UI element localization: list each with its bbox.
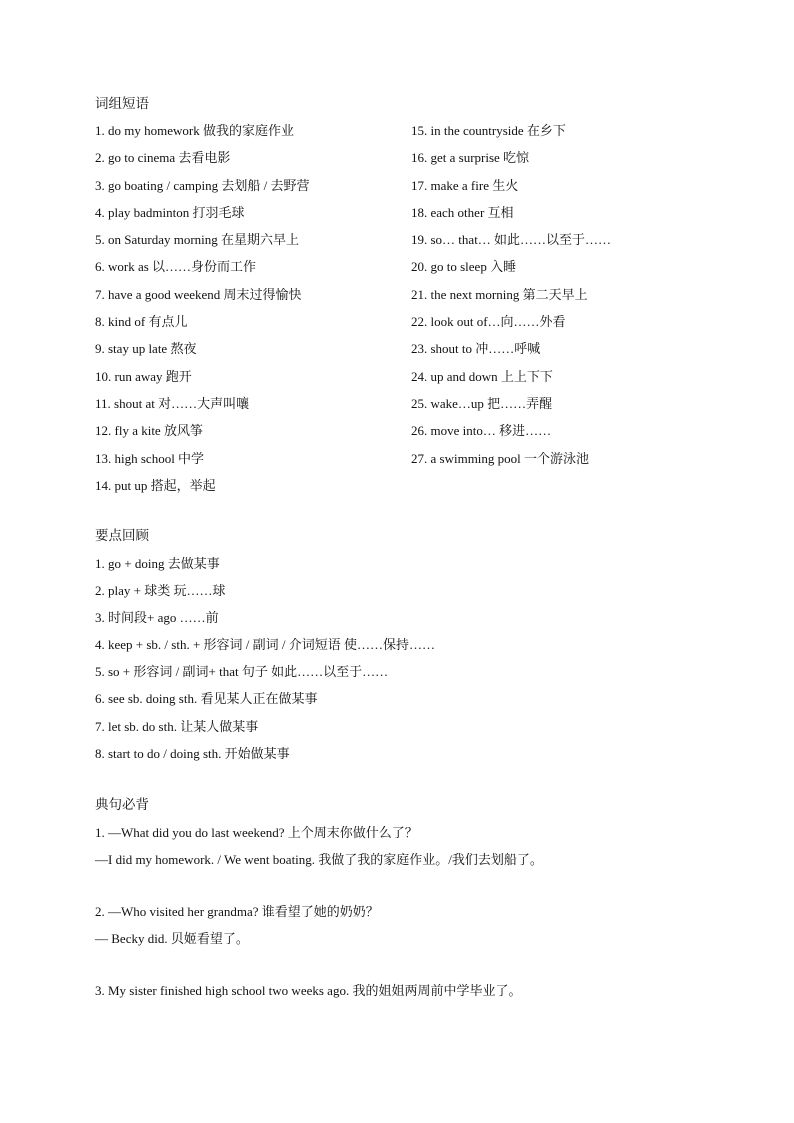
- list-item: 4. play badminton 打羽毛球: [95, 204, 245, 220]
- phrase-list-left: [95, 121, 309, 503]
- phrase-list-right: [411, 121, 611, 476]
- list-item: 7. have a good weekend 周末过得愉快: [95, 286, 302, 302]
- list-item: 2. go to cinema 去看电影: [95, 150, 231, 166]
- list-item: 18. each other 互相: [411, 204, 514, 220]
- list-item: 3. go boating / camping 去划船 / 去野营: [95, 177, 310, 193]
- list-item: 9. stay up late 熬夜: [95, 341, 197, 357]
- list-item: 10. run away 跑开: [95, 368, 192, 384]
- list-item: 13. high school 中学: [95, 450, 205, 466]
- list-item: 21. the next morning 第二天早上: [411, 286, 588, 302]
- list-item: 6. work as 以……身份而工作: [95, 259, 257, 275]
- list-item: 5. on Saturday morning 在星期六早上: [95, 232, 300, 248]
- list-item: 24. up and down 上上下下: [411, 368, 553, 384]
- list-item: 27. a swimming pool 一个游泳池: [411, 450, 590, 466]
- list-item: 19. so… that… 如此……以至于……: [411, 232, 612, 248]
- list-item: 2. play + 球类 玩……球: [95, 583, 226, 599]
- list-item: 15. in the countryside 在乡下: [411, 123, 566, 138]
- list-item: 5. so + 形容词 / 副词+ that 句子 如此……以至于……: [95, 664, 389, 680]
- list-item: 22. look out of…向……外看: [411, 314, 566, 330]
- list-item: 4. keep + sb. / sth. + 形容词 / 副词 / 介词短语 使……保持……: [95, 637, 436, 653]
- sentence-2-answer: — Becky did. 贝姬看望了。: [95, 931, 249, 946]
- list-item: 20. go to sleep 入睡: [411, 259, 517, 275]
- list-item: 6. see sb. doing sth. 看见某人正在做某事: [95, 691, 318, 707]
- list-item: 17. make a fire 生火: [411, 177, 519, 193]
- list-item: 8. kind of 有点儿: [95, 314, 188, 330]
- list-item: 1. go + doing 去做某事: [95, 556, 220, 571]
- list-item: 7. let sb. do sth. 让某人做某事: [95, 718, 259, 734]
- list-item: 12. fly a kite 放风筝: [95, 423, 203, 439]
- list-item: 8. start to do / doing sth. 开始做某事: [95, 745, 290, 761]
- key-points-title: 要点回顾: [95, 528, 149, 543]
- list-item: 25. wake…up 把……弄醒: [411, 395, 553, 411]
- list-item: 11. shout at 对……大声叫嚷: [95, 395, 250, 411]
- sentence-3: 3. My sister finished high school two weeks ago. 我的姐姐两周前中学毕业了。: [95, 983, 522, 998]
- list-item: 16. get a surprise 吃惊: [411, 150, 530, 166]
- list-item: 23. shout to 冲……呼喊: [411, 341, 541, 357]
- key-points-list: [95, 554, 435, 771]
- list-item: 3. 时间段+ ago ……前: [95, 610, 219, 626]
- list-item: 14. put up 搭起，举起: [95, 477, 216, 493]
- sentence-1-question: 1. —What did you do last weekend? 上个周末你做什么了？: [95, 825, 418, 840]
- sentence-1-answer: —I did my homework. / We went boating. 我做了我的家庭作业。/我们去划船了。: [95, 852, 543, 867]
- list-item: 26. move into… 移进……: [411, 423, 552, 439]
- sentences-title: 典句必背: [95, 797, 149, 812]
- list-item: 1. do my homework 做我的家庭作业: [95, 123, 294, 138]
- phrases-title: 词组短语: [95, 96, 149, 111]
- sentence-2-question: 2. —Who visited her grandma? 谁看望了她的奶奶？: [95, 904, 379, 919]
